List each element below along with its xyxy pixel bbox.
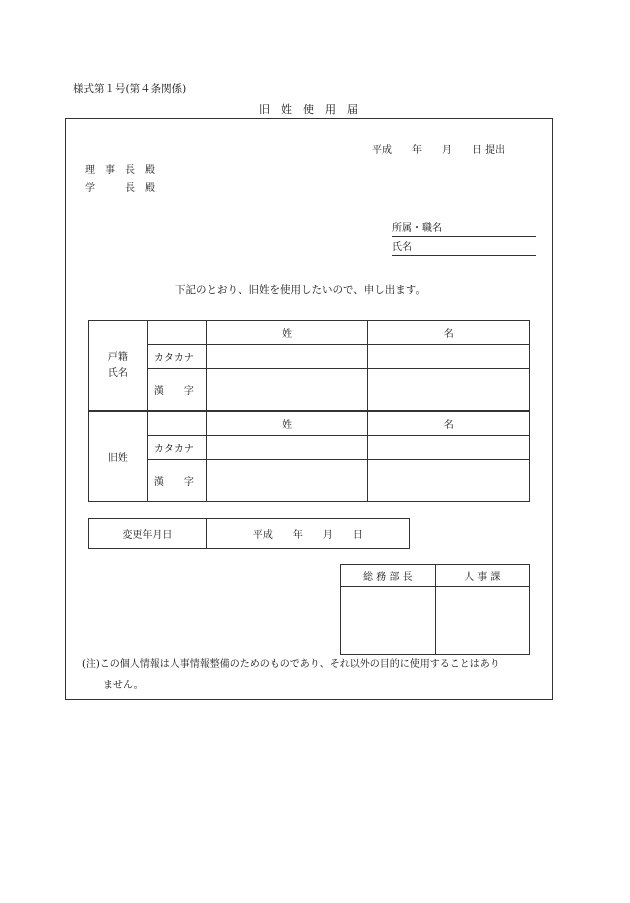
general-affairs-director-header: 総 務 部 長 — [341, 565, 436, 587]
personnel-section-seal-box[interactable] — [435, 587, 530, 655]
note-line-2: ません。 — [103, 680, 144, 691]
request-text: 下記のとおり、旧姓を使用したいので、申し出ます。 — [175, 284, 426, 296]
registered-katakana-surname-field[interactable] — [206, 345, 368, 369]
former-katakana-label: カタカナ — [147, 436, 206, 460]
former-surname-header: 姓 — [206, 412, 368, 436]
former-katakana-given-field[interactable] — [368, 436, 530, 460]
applicant-name-line[interactable] — [392, 255, 536, 256]
form-number: 様式第１号(第４条関係) — [73, 83, 187, 95]
registered-name-row-label: 戸籍 氏名 — [89, 321, 148, 411]
submission-date[interactable]: 平成 年 月 日 提出 — [372, 145, 506, 156]
former-given-header: 名 — [368, 412, 530, 436]
form-title: 旧 姓 使 用 届 — [259, 103, 358, 116]
former-kanji-given-field[interactable] — [368, 460, 530, 502]
change-date-field[interactable]: 平成 年 月 日 — [206, 519, 409, 549]
applicant-name-label: 氏名 — [392, 242, 412, 253]
former-name-table — [88, 411, 530, 502]
former-katakana-surname-field[interactable] — [206, 436, 368, 460]
registered-given-header: 名 — [368, 321, 530, 345]
affiliation-line[interactable] — [392, 236, 536, 237]
former-blank-header — [147, 412, 206, 436]
note-line-1: (注)この個人情報は人事情報整備のためのものであり、それ以外の目的に使用することはあり — [82, 659, 500, 670]
change-date-table — [88, 518, 410, 549]
personnel-section-header: 人 事 課 — [435, 565, 530, 587]
registered-katakana-given-field[interactable] — [368, 345, 530, 369]
approval-table — [340, 564, 530, 655]
addressee-chairman: 理 事 長 殿 — [85, 165, 155, 176]
registered-katakana-label: カタカナ — [147, 345, 206, 369]
former-name-row-label: 旧姓 — [89, 412, 148, 502]
general-affairs-director-seal-box[interactable] — [341, 587, 436, 655]
registered-blank-header — [147, 321, 206, 345]
affiliation-label: 所属・職名 — [392, 223, 442, 234]
registered-kanji-label: 漢 字 — [147, 369, 206, 411]
registered-surname-header: 姓 — [206, 321, 368, 345]
former-kanji-label: 漢 字 — [147, 460, 206, 502]
former-kanji-surname-field[interactable] — [206, 460, 368, 502]
registered-kanji-surname-field[interactable] — [206, 369, 368, 411]
addressee-president: 学 長 殿 — [85, 183, 155, 194]
change-date-label: 変更年月日 — [89, 519, 207, 549]
registered-name-table — [88, 320, 530, 411]
registered-kanji-given-field[interactable] — [368, 369, 530, 411]
